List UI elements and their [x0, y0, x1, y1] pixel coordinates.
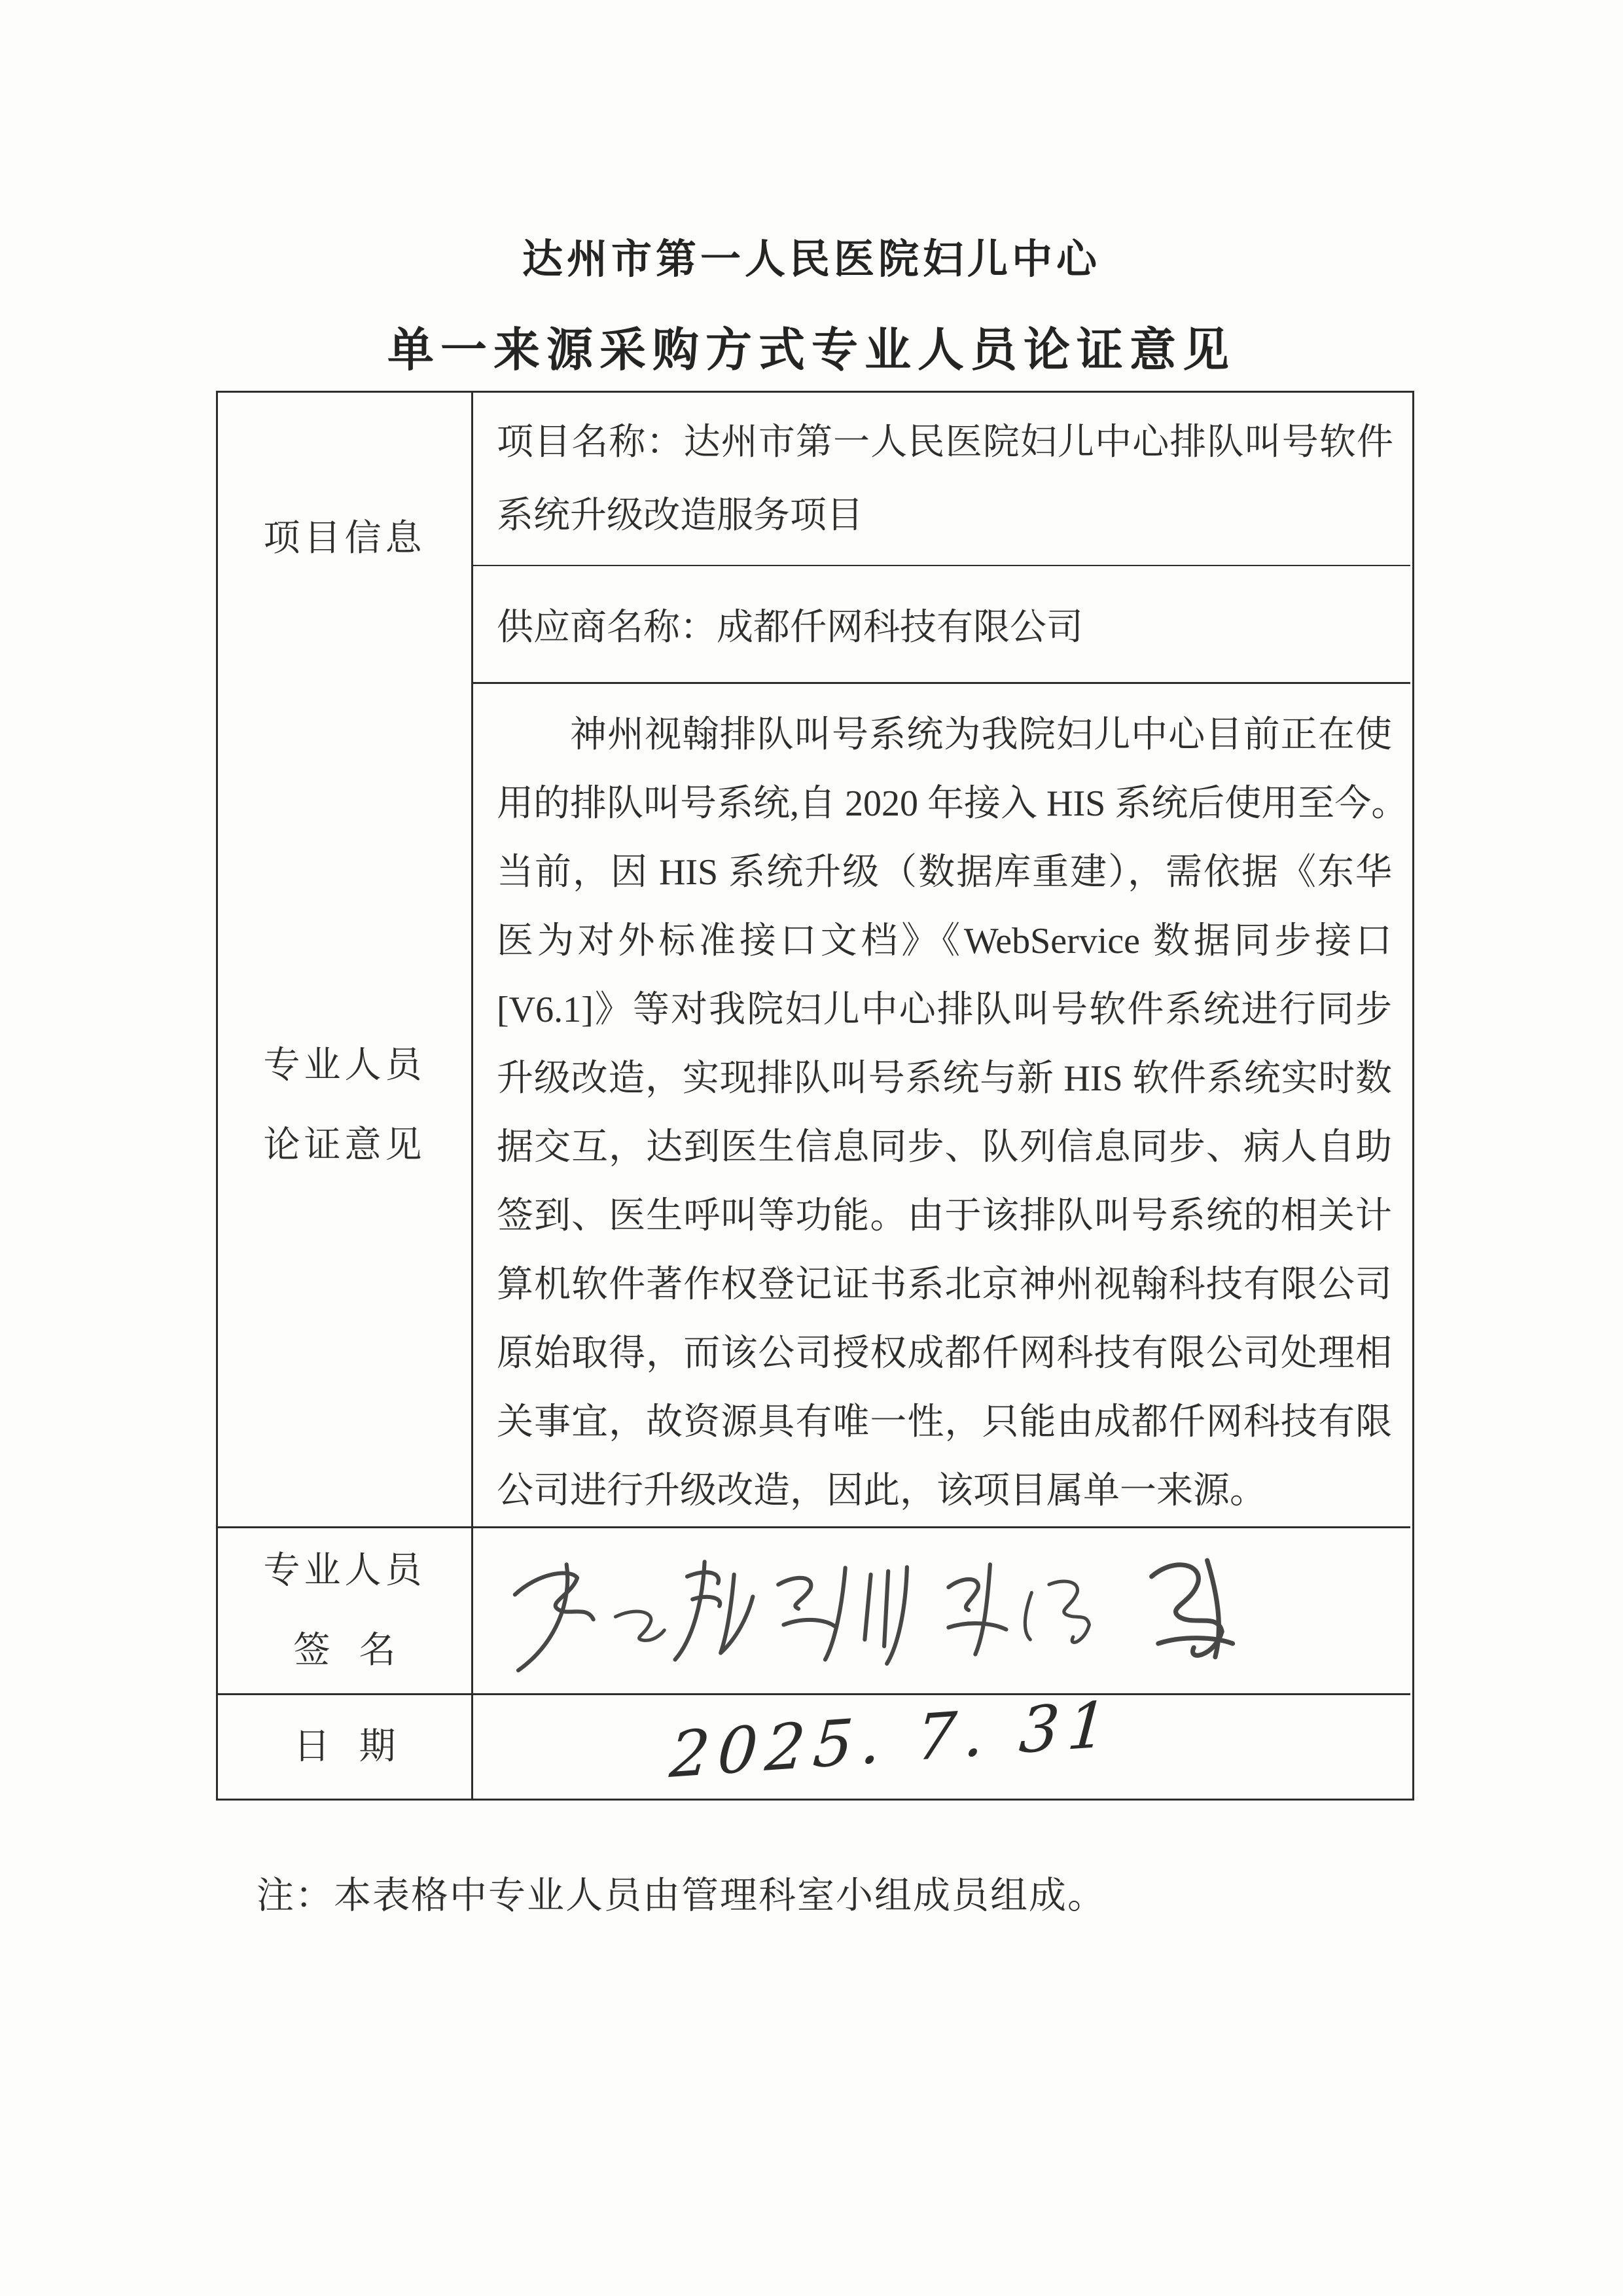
document-title-line2: 单一来源采购方式专业人员论证意见: [387, 325, 1236, 376]
date-label-cell: [218, 1695, 473, 1799]
opinion-line: 升级改造，实现排队叫号系统与新 HIS 软件系统实时数: [497, 1058, 1392, 1099]
opinion-line: 原始取得，而该公司授权成都仟网科技有限公司处理相: [497, 1333, 1392, 1374]
opinion-line: 神州视翰排队叫号系统为我院妇儿中心目前正在使: [570, 715, 1392, 755]
opinion-line: 公司进行升级改造，因此，该项目属单一来源。: [497, 1471, 1266, 1511]
footnote: 注：本表格中专业人员由管理科室小组成员组成。: [257, 1875, 1106, 1916]
date-cell: [473, 1687, 1410, 1799]
handwritten-signatures-image: [491, 1534, 1329, 1689]
signature-label-line1: 专业人员: [263, 1551, 426, 1591]
opinion-table: [216, 391, 1414, 1801]
handwritten-date: 2025. 7. 31: [667, 1687, 1118, 1793]
signature-label-line2: 签名: [293, 1630, 425, 1671]
opinion-line: 医为对外标准接口文档》《WebService 数据同步接口: [497, 921, 1392, 961]
opinion-line: 据交互，达到医生信息同步、队列信息同步、病人自助: [497, 1127, 1392, 1168]
opinion-label-line1: 专业人员: [263, 1045, 426, 1086]
opinion-line: 关事宜，故资源具有唯一性，只能由成都仟网科技有限: [497, 1402, 1392, 1443]
document-title-line1: 达州市第一人民医院妇儿中心: [522, 238, 1101, 282]
supplier-name-cell: [473, 566, 1410, 684]
date-label: 日期: [293, 1727, 425, 1767]
opinion-line: 算机软件著作权登记证书系北京神州视翰科技有限公司: [497, 1265, 1392, 1305]
signature-cell: [473, 1528, 1410, 1695]
supplier-name-text: 供应商名称：成都仟网科技有限公司: [497, 607, 1083, 648]
opinion-line: 当前，因 HIS 系统升级（数据库重建），需依据《东华: [497, 852, 1392, 893]
opinion-line: 用的排队叫号系统,自 2020 年接入 HIS 系统后使用至今。: [497, 783, 1408, 824]
opinion-label-line2: 论证意见: [263, 1124, 426, 1166]
project-name-line2: 系统升级改造服务项目: [497, 495, 863, 536]
opinion-text-cell: [473, 684, 1410, 1528]
project-name-cell: [473, 393, 1410, 566]
signature-label-cell: [218, 1528, 473, 1695]
opinion-label-cell: [218, 684, 473, 1528]
project-info-label: 项目信息: [263, 518, 426, 559]
opinion-line: 签到、医生呼叫等功能。由于该排队叫号系统的相关计: [497, 1196, 1392, 1236]
project-name-line1: 项目名称：达州市第一人民医院妇儿中心排队叫号软件: [497, 422, 1393, 463]
opinion-line: [V6.1]》等对我院妇儿中心排队叫号软件系统进行同步: [497, 990, 1392, 1030]
project-info-label-cell: [218, 393, 473, 684]
